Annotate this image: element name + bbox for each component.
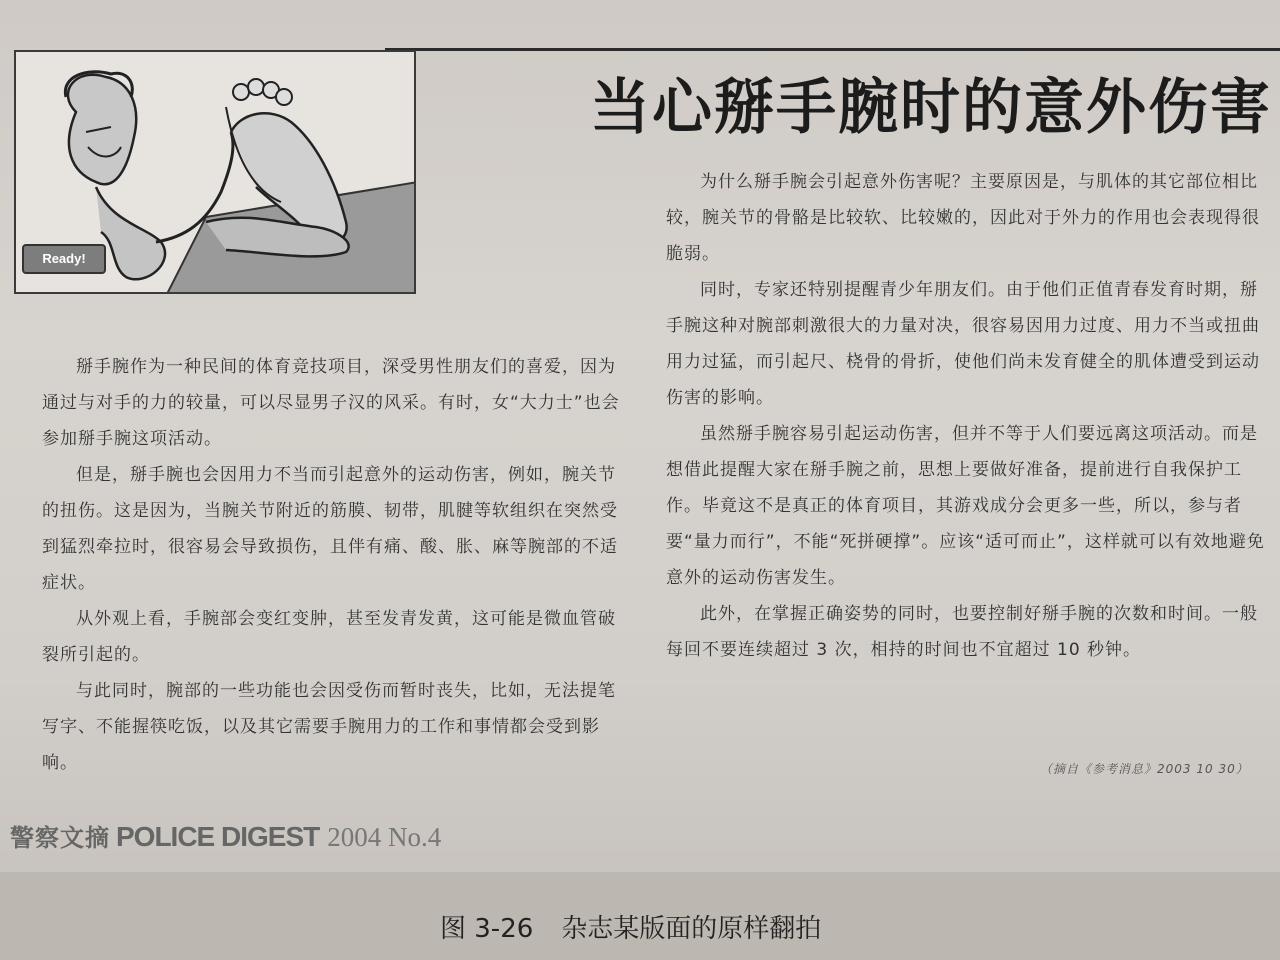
paragraph: 此外，在掌握正确姿势的同时，也要控制好掰手腕的次数和时间。一般每回不要连续超过 3 次，相持的时间也不宜超过 10 秒钟。 [666,604,1258,660]
paragraph: 但是，掰手腕也会因用力不当而引起意外的运动伤害，例如，腕关节的扭伤。这是因为，当腕关节附近的筋膜、韧带，肌腱等软组织在突然受到猛烈牵拉时，很容易会导致损伤，且伴有痛、酸、胀、麻等腕部的不适症状。 [42,465,618,593]
magazine-footer [10,818,441,858]
article-title: 当心掰手腕时的意外伤害 [590,73,1272,143]
caption-text: 杂志某版面的原样翻拍 [561,914,822,944]
paragraph: 与此同时，腕部的一些功能也会因受伤而暂时丧失，比如，无法提笔写字、不能握筷吃饭，以及其它需要手腕用力的工作和事情都会受到影响。 [42,681,616,773]
paragraph: 从外观上看，手腕部会变红变肿，甚至发青发黄，这可能是微血管破裂所引起的。 [42,609,616,665]
ready-badge: Ready! [22,244,106,274]
paragraph: 同时，专家还特别提醒青少年朋友们。由于他们正值青春发育时期，掰手腕这种对腕部刺激很大的力量对决，很容易因用力过度、用力不当或扭曲用力过猛，而引起尺、桡骨的骨折，使他们尚未发育健全的肌体遭受到运动伤害的影响。 [666,280,1260,408]
right-column [666,164,1272,668]
figure-caption [440,908,821,945]
paragraph: 掰手腕作为一种民间的体育竞技项目，深受男性朋友们的喜爱，因为通过与对手的力的较量，可以尽显男子汉的风采。有时，女“大力士”也会参加掰手腕这项活动。 [42,357,620,449]
paragraph: 虽然掰手腕容易引起运动伤害，但并不等于人们要远离这项活动。而是想借此提醒大家在掰手腕之前，思想上要做好准备，提前进行自我保护工作。毕竟这不是真正的体育项目，其游戏成分会更多一些，所以，参与者要“量力而行”，不能“死拼硬撑”。应该“适可而止”，这样就可以有效地避免意外的运动伤害发生。 [666,424,1265,588]
magazine-name-en: POLICE DIGEST [116,821,320,852]
source-citation: （摘自《参考消息》2003 10 30） [1040,762,1249,776]
arm-wrestling-illustration [14,50,416,294]
paragraph: 为什么掰手腕会引起意外伤害呢？主要原因是，与肌体的其它部位相比较，腕关节的骨骼是比较软、比较嫩的，因此对于外力的作用也会表现得很脆弱。 [666,172,1260,264]
title-rule [385,48,1280,51]
left-column [42,349,632,781]
issue-number: 2004 No.4 [327,822,442,852]
magazine-name-cn: 警察文摘 [10,824,110,852]
figure-number: 图 3-26 [440,914,534,944]
